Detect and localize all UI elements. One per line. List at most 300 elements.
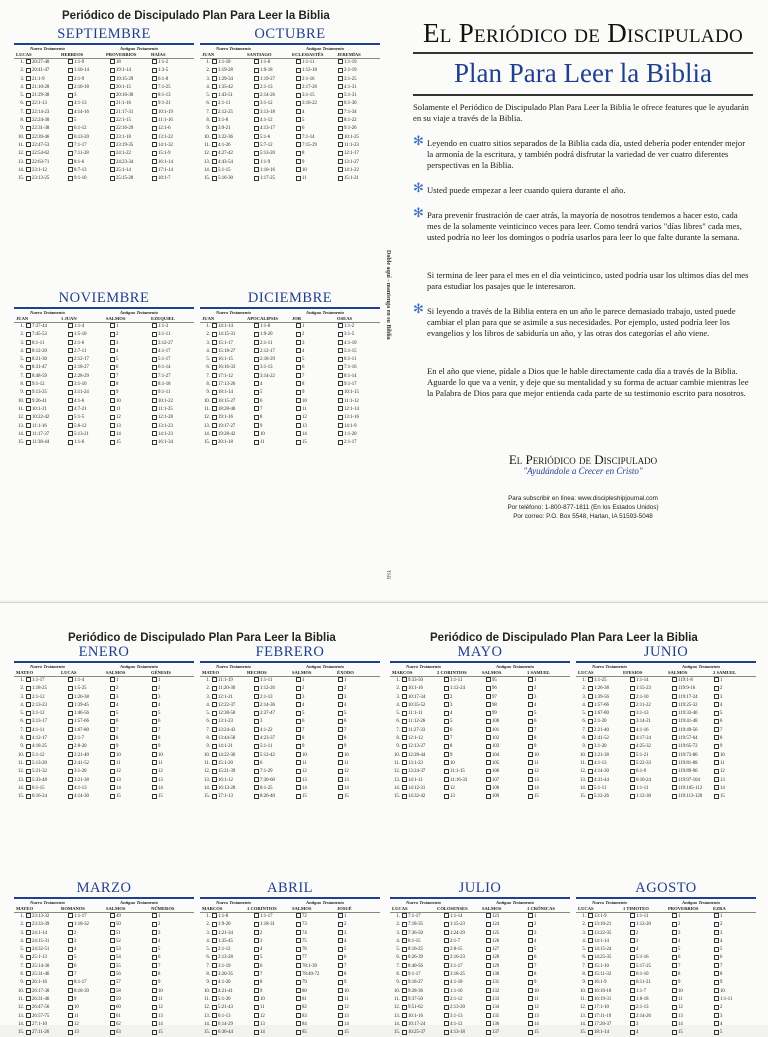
- reading-checkbox-cell[interactable]: 11: [254, 439, 296, 447]
- reading-checkbox-cell[interactable]: 1:1-17: [254, 913, 296, 921]
- reading-checkbox-cell[interactable]: 3:1-11: [152, 331, 194, 339]
- reading-checkbox-cell[interactable]: 7:11-28: [68, 150, 110, 158]
- reading-checkbox-cell[interactable]: 75: [296, 938, 338, 946]
- reading-checkbox-cell[interactable]: 9:1-26: [338, 125, 380, 133]
- reading-checkbox-cell[interactable]: 2:1-13: [254, 694, 296, 702]
- reading-checkbox-cell[interactable]: 10:25-37: [402, 1029, 444, 1037]
- reading-checkbox-cell[interactable]: 4:1-26: [212, 142, 254, 150]
- reading-checkbox-cell[interactable]: 6: [714, 954, 756, 962]
- reading-checkbox-cell[interactable]: 1:15-23: [630, 685, 672, 693]
- reading-checkbox-cell[interactable]: 1:17-25: [254, 175, 296, 183]
- reading-checkbox-cell[interactable]: 14:1-9: [338, 423, 380, 431]
- reading-checkbox-cell[interactable]: 3:14-21: [630, 718, 672, 726]
- reading-checkbox-cell[interactable]: 14:1-21: [212, 743, 254, 751]
- reading-checkbox-cell[interactable]: 72: [296, 913, 338, 921]
- reading-checkbox-cell[interactable]: 2:41-52: [68, 760, 110, 768]
- reading-checkbox-cell[interactable]: 10: [110, 752, 152, 760]
- reading-checkbox-cell[interactable]: 3: [528, 694, 570, 702]
- reading-checkbox-cell[interactable]: 11: [254, 1004, 296, 1012]
- reading-checkbox-cell[interactable]: 3:1-15: [296, 92, 338, 100]
- reading-checkbox-cell[interactable]: 1:18-31: [254, 921, 296, 929]
- reading-checkbox-cell[interactable]: 3: [714, 694, 756, 702]
- reading-checkbox-cell[interactable]: 134: [486, 1004, 528, 1012]
- reading-checkbox-cell[interactable]: 4: [338, 702, 380, 710]
- reading-checkbox-cell[interactable]: 83: [296, 1013, 338, 1021]
- reading-checkbox-cell[interactable]: 4: [296, 109, 338, 117]
- reading-checkbox-cell[interactable]: 108: [486, 785, 528, 793]
- reading-checkbox-cell[interactable]: 6:1-12: [68, 125, 110, 133]
- reading-checkbox-cell[interactable]: 23:19-35: [110, 142, 152, 150]
- reading-checkbox-cell[interactable]: 3: [296, 694, 338, 702]
- reading-checkbox-cell[interactable]: 14: [672, 1021, 714, 1029]
- reading-checkbox-cell[interactable]: 1:57-66: [588, 702, 630, 710]
- reading-checkbox-cell[interactable]: 10:1-16: [402, 685, 444, 693]
- reading-checkbox-cell[interactable]: 14: [152, 1021, 194, 1029]
- reading-checkbox-cell[interactable]: 3:1-20: [588, 743, 630, 751]
- reading-checkbox-cell[interactable]: 1:1-8: [254, 59, 296, 67]
- reading-checkbox-cell[interactable]: 1: [338, 677, 380, 685]
- reading-checkbox-cell[interactable]: 3:18-25: [444, 971, 486, 979]
- reading-checkbox-cell[interactable]: 4:1-18: [444, 979, 486, 987]
- reading-checkbox-cell[interactable]: 10: [254, 996, 296, 1004]
- reading-checkbox-cell[interactable]: 8: [714, 735, 756, 743]
- reading-checkbox-cell[interactable]: 15: [110, 439, 152, 447]
- reading-checkbox-cell[interactable]: 8: [296, 150, 338, 158]
- reading-checkbox-cell[interactable]: 3:11-24: [68, 389, 110, 397]
- reading-checkbox-cell[interactable]: 5:1-21: [630, 752, 672, 760]
- reading-checkbox-cell[interactable]: 9:33-50: [402, 677, 444, 685]
- reading-checkbox-cell[interactable]: 11: [68, 1013, 110, 1021]
- reading-checkbox-cell[interactable]: 8:40-56: [402, 963, 444, 971]
- reading-checkbox-cell[interactable]: 5:1-17: [152, 356, 194, 364]
- reading-checkbox-cell[interactable]: 10: [444, 760, 486, 768]
- reading-checkbox-cell[interactable]: 22:54-62: [26, 150, 68, 158]
- reading-checkbox-cell[interactable]: 59: [110, 996, 152, 1004]
- reading-checkbox-cell[interactable]: 1:1-9: [68, 59, 110, 67]
- reading-checkbox-cell[interactable]: 21:29-38: [26, 92, 68, 100]
- reading-checkbox-cell[interactable]: 14: [110, 785, 152, 793]
- reading-checkbox-cell[interactable]: 63: [110, 1029, 152, 1037]
- reading-checkbox-cell[interactable]: 5:1-20: [212, 996, 254, 1004]
- reading-checkbox-cell[interactable]: 12:1-12: [402, 735, 444, 743]
- reading-checkbox-cell[interactable]: 2:1-13: [254, 84, 296, 92]
- reading-checkbox-cell[interactable]: 7:1-29: [254, 768, 296, 776]
- reading-checkbox-cell[interactable]: 5: [296, 356, 338, 364]
- reading-checkbox-cell[interactable]: 4:27-42: [212, 150, 254, 158]
- reading-checkbox-cell[interactable]: 4: [296, 348, 338, 356]
- reading-checkbox-cell[interactable]: 3:1-13: [444, 1013, 486, 1021]
- reading-checkbox-cell[interactable]: 12: [110, 768, 152, 776]
- reading-checkbox-cell[interactable]: 3:22-36: [212, 134, 254, 142]
- reading-checkbox-cell[interactable]: 16:1-12: [212, 777, 254, 785]
- reading-checkbox-cell[interactable]: 14: [528, 785, 570, 793]
- reading-checkbox-cell[interactable]: 1:57-66: [68, 718, 110, 726]
- reading-checkbox-cell[interactable]: 10: [714, 752, 756, 760]
- reading-checkbox-cell[interactable]: 10:1-19: [152, 109, 194, 117]
- reading-checkbox-cell[interactable]: 13:44-58: [212, 735, 254, 743]
- reading-checkbox-cell[interactable]: 14: [714, 785, 756, 793]
- reading-checkbox-cell[interactable]: 1:10-16: [254, 167, 296, 175]
- reading-checkbox-cell[interactable]: 8: [110, 735, 152, 743]
- reading-checkbox-cell[interactable]: 4:1-17: [152, 348, 194, 356]
- reading-checkbox-cell[interactable]: 15: [338, 1029, 380, 1037]
- reading-checkbox-cell[interactable]: 1:1-8: [212, 913, 254, 921]
- reading-checkbox-cell[interactable]: 12: [528, 1004, 570, 1012]
- reading-checkbox-cell[interactable]: 23:13-32: [26, 913, 68, 921]
- reading-checkbox-cell[interactable]: 5:1-5: [68, 414, 110, 422]
- reading-checkbox-cell[interactable]: 8: [254, 979, 296, 987]
- reading-checkbox-cell[interactable]: 9:51-62: [402, 1004, 444, 1012]
- reading-checkbox-cell[interactable]: 125: [486, 930, 528, 938]
- reading-checkbox-cell[interactable]: 15:1-9: [152, 150, 194, 158]
- reading-checkbox-cell[interactable]: 9:26-41: [26, 398, 68, 406]
- reading-checkbox-cell[interactable]: 10:1-21: [26, 406, 68, 414]
- reading-checkbox-cell[interactable]: 3: [68, 938, 110, 946]
- reading-checkbox-cell[interactable]: 6: [528, 718, 570, 726]
- reading-checkbox-cell[interactable]: 128: [486, 954, 528, 962]
- reading-checkbox-cell[interactable]: 8: [444, 743, 486, 751]
- reading-checkbox-cell[interactable]: 13:1-9: [588, 913, 630, 921]
- reading-checkbox-cell[interactable]: 1:26-38: [588, 685, 630, 693]
- reading-checkbox-cell[interactable]: 14: [528, 1021, 570, 1029]
- reading-checkbox-cell[interactable]: 6: [338, 954, 380, 962]
- reading-checkbox-cell[interactable]: 22:16-29: [110, 125, 152, 133]
- reading-checkbox-cell[interactable]: 2:12-17: [68, 356, 110, 364]
- reading-checkbox-cell[interactable]: 10:22-42: [26, 414, 68, 422]
- reading-checkbox-cell[interactable]: 4: [110, 348, 152, 356]
- reading-checkbox-cell[interactable]: 7:1-25: [152, 84, 194, 92]
- reading-checkbox-cell[interactable]: 5: [338, 710, 380, 718]
- reading-checkbox-cell[interactable]: 3: [338, 930, 380, 938]
- reading-checkbox-cell[interactable]: 13: [110, 423, 152, 431]
- reading-checkbox-cell[interactable]: 3: [110, 340, 152, 348]
- reading-checkbox-cell[interactable]: 2:14-26: [630, 1013, 672, 1021]
- reading-checkbox-cell[interactable]: 55: [110, 963, 152, 971]
- reading-checkbox-cell[interactable]: 14:25-35: [588, 954, 630, 962]
- reading-checkbox-cell[interactable]: 13: [672, 1013, 714, 1021]
- reading-checkbox-cell[interactable]: 2: [68, 930, 110, 938]
- reading-checkbox-cell[interactable]: 16:19-31: [588, 996, 630, 1004]
- reading-checkbox-cell[interactable]: 3: [152, 694, 194, 702]
- reading-checkbox-cell[interactable]: 24:1-22: [110, 150, 152, 158]
- reading-checkbox-cell[interactable]: 10: [296, 398, 338, 406]
- reading-checkbox-cell[interactable]: 4:1-20: [212, 979, 254, 987]
- reading-checkbox-cell[interactable]: 1:12-26: [254, 685, 296, 693]
- reading-checkbox-cell[interactable]: 13: [528, 777, 570, 785]
- reading-checkbox-cell[interactable]: 3: [68, 92, 110, 100]
- reading-checkbox-cell[interactable]: 6: [254, 963, 296, 971]
- reading-checkbox-cell[interactable]: 15:18-27: [212, 348, 254, 356]
- reading-checkbox-cell[interactable]: 1: [528, 677, 570, 685]
- reading-checkbox-cell[interactable]: 3: [338, 694, 380, 702]
- reading-checkbox-cell[interactable]: 4:1-12: [254, 117, 296, 125]
- reading-checkbox-cell[interactable]: 3:12-27: [152, 340, 194, 348]
- reading-checkbox-cell[interactable]: 7: [296, 373, 338, 381]
- reading-checkbox-cell[interactable]: 4: [68, 946, 110, 954]
- reading-checkbox-cell[interactable]: 1:1-14: [630, 677, 672, 685]
- reading-checkbox-cell[interactable]: 14:22-36: [212, 752, 254, 760]
- reading-checkbox-cell[interactable]: 3: [630, 938, 672, 946]
- reading-checkbox-cell[interactable]: 2: [296, 685, 338, 693]
- reading-checkbox-cell[interactable]: 2:1-13: [630, 1004, 672, 1012]
- reading-checkbox-cell[interactable]: 13: [110, 777, 152, 785]
- reading-checkbox-cell[interactable]: 1: [672, 913, 714, 921]
- reading-checkbox-cell[interactable]: 8:1-18: [152, 381, 194, 389]
- reading-checkbox-cell[interactable]: 4:12-17: [26, 735, 68, 743]
- reading-checkbox-cell[interactable]: 7: [672, 963, 714, 971]
- reading-checkbox-cell[interactable]: 24:1-14: [26, 930, 68, 938]
- reading-checkbox-cell[interactable]: 8:31-47: [26, 364, 68, 372]
- reading-checkbox-cell[interactable]: 1:1-18: [212, 59, 254, 67]
- reading-checkbox-cell[interactable]: 7: [338, 727, 380, 735]
- reading-checkbox-cell[interactable]: 1:1-10: [444, 988, 486, 996]
- reading-checkbox-cell[interactable]: 7: [714, 963, 756, 971]
- reading-checkbox-cell[interactable]: 10: [152, 988, 194, 996]
- reading-checkbox-cell[interactable]: 7: [254, 971, 296, 979]
- reading-checkbox-cell[interactable]: 4:14-30: [588, 768, 630, 776]
- reading-checkbox-cell[interactable]: 13: [296, 777, 338, 785]
- reading-checkbox-cell[interactable]: 105: [486, 760, 528, 768]
- reading-checkbox-cell[interactable]: 3:21-38: [68, 777, 110, 785]
- reading-checkbox-cell[interactable]: 14:1-11: [402, 777, 444, 785]
- reading-checkbox-cell[interactable]: 27:11-26: [26, 1029, 68, 1037]
- reading-checkbox-cell[interactable]: 20:1-18: [212, 439, 254, 447]
- reading-checkbox-cell[interactable]: 8:1-25: [254, 785, 296, 793]
- reading-checkbox-cell[interactable]: 4: [528, 938, 570, 946]
- reading-checkbox-cell[interactable]: 3: [672, 930, 714, 938]
- reading-checkbox-cell[interactable]: 1:1-9: [254, 159, 296, 167]
- reading-checkbox-cell[interactable]: 2:1-11: [254, 340, 296, 348]
- reading-checkbox-cell[interactable]: 6:1-11: [338, 356, 380, 364]
- reading-checkbox-cell[interactable]: 1:19-28: [212, 67, 254, 75]
- reading-checkbox-cell[interactable]: 2:18-29: [254, 356, 296, 364]
- reading-checkbox-cell[interactable]: 12: [338, 1004, 380, 1012]
- reading-checkbox-cell[interactable]: 9: [110, 743, 152, 751]
- reading-checkbox-cell[interactable]: 1: [714, 677, 756, 685]
- reading-checkbox-cell[interactable]: 5:13-20: [26, 760, 68, 768]
- reading-checkbox-cell[interactable]: 5: [68, 954, 110, 962]
- reading-checkbox-cell[interactable]: 109: [486, 793, 528, 801]
- reading-checkbox-cell[interactable]: 21:17-31: [110, 109, 152, 117]
- reading-checkbox-cell[interactable]: 4:1-13: [68, 100, 110, 108]
- reading-checkbox-cell[interactable]: 9:18-27: [402, 979, 444, 987]
- reading-checkbox-cell[interactable]: 2:21-40: [68, 752, 110, 760]
- reading-checkbox-cell[interactable]: 6: [296, 364, 338, 372]
- reading-checkbox-cell[interactable]: 17:13-26: [212, 381, 254, 389]
- reading-checkbox-cell[interactable]: 9:28-36: [402, 988, 444, 996]
- reading-checkbox-cell[interactable]: 8:7-13: [68, 167, 110, 175]
- reading-checkbox-cell[interactable]: 76: [296, 946, 338, 954]
- reading-checkbox-cell[interactable]: 13: [296, 423, 338, 431]
- reading-checkbox-cell[interactable]: 13:1-23: [152, 423, 194, 431]
- reading-checkbox-cell[interactable]: 1: [296, 323, 338, 331]
- reading-checkbox-cell[interactable]: 15: [110, 793, 152, 801]
- reading-checkbox-cell[interactable]: 1:9-20: [254, 331, 296, 339]
- reading-checkbox-cell[interactable]: 17:1-10: [588, 1004, 630, 1012]
- reading-checkbox-cell[interactable]: 13: [254, 1021, 296, 1029]
- reading-checkbox-cell[interactable]: 15: [296, 793, 338, 801]
- reading-checkbox-cell[interactable]: 6:1-10: [630, 971, 672, 979]
- reading-checkbox-cell[interactable]: 14:1-22: [338, 167, 380, 175]
- reading-checkbox-cell[interactable]: 6: [152, 718, 194, 726]
- reading-checkbox-cell[interactable]: 3: [152, 930, 194, 938]
- reading-checkbox-cell[interactable]: 2:8-20: [68, 743, 110, 751]
- reading-checkbox-cell[interactable]: 6: [444, 727, 486, 735]
- reading-checkbox-cell[interactable]: 2: [338, 921, 380, 929]
- reading-checkbox-cell[interactable]: 16:1-34: [152, 439, 194, 447]
- reading-checkbox-cell[interactable]: 2:1-7: [444, 938, 486, 946]
- reading-checkbox-cell[interactable]: 12:28-44: [402, 752, 444, 760]
- reading-checkbox-cell[interactable]: 11: [296, 406, 338, 414]
- reading-checkbox-cell[interactable]: 9: [152, 743, 194, 751]
- reading-checkbox-cell[interactable]: 5: [338, 946, 380, 954]
- reading-checkbox-cell[interactable]: 10: [296, 167, 338, 175]
- reading-checkbox-cell[interactable]: 135: [486, 1013, 528, 1021]
- reading-checkbox-cell[interactable]: 11: [296, 175, 338, 183]
- reading-checkbox-cell[interactable]: 5:12-26: [588, 793, 630, 801]
- reading-checkbox-cell[interactable]: 8: [528, 971, 570, 979]
- reading-checkbox-cell[interactable]: 4:1-13: [588, 760, 630, 768]
- reading-checkbox-cell[interactable]: 5: [528, 710, 570, 718]
- reading-checkbox-cell[interactable]: 6:11-21: [630, 979, 672, 987]
- reading-checkbox-cell[interactable]: 4: [672, 938, 714, 946]
- reading-checkbox-cell[interactable]: 4: [714, 702, 756, 710]
- reading-checkbox-cell[interactable]: 102: [486, 735, 528, 743]
- reading-checkbox-cell[interactable]: 11:1-16: [26, 423, 68, 431]
- reading-checkbox-cell[interactable]: 11: [338, 760, 380, 768]
- reading-checkbox-cell[interactable]: 9: [338, 979, 380, 987]
- reading-checkbox-cell[interactable]: 2:1-17: [338, 439, 380, 447]
- reading-checkbox-cell[interactable]: 12: [110, 414, 152, 422]
- reading-checkbox-cell[interactable]: 12: [528, 768, 570, 776]
- reading-checkbox-cell[interactable]: 2: [444, 694, 486, 702]
- reading-checkbox-cell[interactable]: 7:1-17: [68, 142, 110, 150]
- reading-checkbox-cell[interactable]: 84: [296, 1021, 338, 1029]
- reading-checkbox-cell[interactable]: 23:1-12: [26, 167, 68, 175]
- reading-checkbox-cell[interactable]: 9: [672, 979, 714, 987]
- reading-checkbox-cell[interactable]: 5:12-42: [254, 752, 296, 760]
- reading-checkbox-cell[interactable]: 9:37-50: [402, 996, 444, 1004]
- reading-checkbox-cell[interactable]: 1:1-11: [254, 677, 296, 685]
- reading-checkbox-cell[interactable]: 98: [486, 702, 528, 710]
- reading-checkbox-cell[interactable]: 3: [714, 930, 756, 938]
- reading-checkbox-cell[interactable]: 3:1-25: [338, 76, 380, 84]
- reading-checkbox-cell[interactable]: 8: [528, 735, 570, 743]
- reading-checkbox-cell[interactable]: 1:1-11: [714, 996, 756, 1004]
- reading-checkbox-cell[interactable]: 27:1-10: [26, 1021, 68, 1029]
- reading-checkbox-cell[interactable]: 13: [68, 1029, 110, 1037]
- reading-checkbox-cell[interactable]: 2:1-12: [444, 996, 486, 1004]
- reading-checkbox-cell[interactable]: 8:21-30: [26, 356, 68, 364]
- reading-checkbox-cell[interactable]: 7: [110, 727, 152, 735]
- reading-checkbox-cell[interactable]: 5: [528, 946, 570, 954]
- reading-checkbox-cell[interactable]: 13:10-21: [588, 921, 630, 929]
- reading-checkbox-cell[interactable]: 21:10-28: [26, 84, 68, 92]
- reading-checkbox-cell[interactable]: 18:1-7: [152, 175, 194, 183]
- reading-checkbox-cell[interactable]: 19:28-42: [212, 431, 254, 439]
- reading-checkbox-cell[interactable]: 77: [296, 954, 338, 962]
- reading-checkbox-cell[interactable]: 2: [714, 685, 756, 693]
- reading-checkbox-cell[interactable]: 57: [110, 979, 152, 987]
- reading-checkbox-cell[interactable]: 12:1-14: [338, 406, 380, 414]
- reading-checkbox-cell[interactable]: 6:1-15: [26, 785, 68, 793]
- reading-checkbox-cell[interactable]: 7: [444, 735, 486, 743]
- reading-checkbox-cell[interactable]: 1:1-4: [68, 677, 110, 685]
- reading-checkbox-cell[interactable]: 17:11-19: [588, 1013, 630, 1021]
- reading-checkbox-cell[interactable]: 119:57-64: [672, 735, 714, 743]
- reading-checkbox-cell[interactable]: 3:1-12: [26, 710, 68, 718]
- reading-checkbox-cell[interactable]: 1: [110, 323, 152, 331]
- reading-checkbox-cell[interactable]: 1:3-5: [152, 67, 194, 75]
- reading-checkbox-cell[interactable]: 10: [714, 988, 756, 996]
- reading-checkbox-cell[interactable]: 5:7-12: [254, 142, 296, 150]
- reading-checkbox-cell[interactable]: 6:1-13: [212, 1013, 254, 1021]
- reading-checkbox-cell[interactable]: 4: [630, 946, 672, 954]
- reading-checkbox-cell[interactable]: 12: [254, 1013, 296, 1021]
- reading-checkbox-cell[interactable]: 6:1-9: [630, 768, 672, 776]
- reading-checkbox-cell[interactable]: 119:9-16: [672, 685, 714, 693]
- reading-checkbox-cell[interactable]: 9:1-10: [68, 175, 110, 183]
- reading-checkbox-cell[interactable]: 16:13-28: [212, 785, 254, 793]
- reading-checkbox-cell[interactable]: 8:12-20: [26, 348, 68, 356]
- reading-checkbox-cell[interactable]: 60: [110, 1004, 152, 1012]
- reading-checkbox-cell[interactable]: 9: [714, 743, 756, 751]
- reading-checkbox-cell[interactable]: 4:18-25: [26, 743, 68, 751]
- reading-checkbox-cell[interactable]: 12:1-28: [152, 414, 194, 422]
- reading-checkbox-cell[interactable]: 6: [110, 364, 152, 372]
- reading-checkbox-cell[interactable]: 8:1-11: [26, 340, 68, 348]
- reading-checkbox-cell[interactable]: 26:57-75: [26, 1013, 68, 1021]
- reading-checkbox-cell[interactable]: 5: [296, 710, 338, 718]
- reading-checkbox-cell[interactable]: 2: [254, 930, 296, 938]
- reading-checkbox-cell[interactable]: 4:1-19: [338, 340, 380, 348]
- reading-checkbox-cell[interactable]: 133: [486, 996, 528, 1004]
- reading-checkbox-cell[interactable]: 2: [672, 921, 714, 929]
- reading-checkbox-cell[interactable]: 22:1-15: [110, 117, 152, 125]
- reading-checkbox-cell[interactable]: 12: [714, 768, 756, 776]
- reading-checkbox-cell[interactable]: 103: [486, 743, 528, 751]
- reading-checkbox-cell[interactable]: 119:105-112: [672, 785, 714, 793]
- reading-checkbox-cell[interactable]: 8:1-13: [152, 92, 194, 100]
- reading-checkbox-cell[interactable]: 119:17-24: [672, 694, 714, 702]
- reading-checkbox-cell[interactable]: 2: [528, 685, 570, 693]
- reading-checkbox-cell[interactable]: 123: [486, 913, 528, 921]
- reading-checkbox-cell[interactable]: 2:11-22: [630, 702, 672, 710]
- reading-checkbox-cell[interactable]: 1: [152, 913, 194, 921]
- reading-checkbox-cell[interactable]: 10:1-22: [152, 398, 194, 406]
- reading-checkbox-cell[interactable]: 126: [486, 938, 528, 946]
- reading-checkbox-cell[interactable]: 119:73-80: [672, 752, 714, 760]
- reading-checkbox-cell[interactable]: 136: [486, 1021, 528, 1029]
- reading-checkbox-cell[interactable]: 4:14-30: [68, 793, 110, 801]
- reading-checkbox-cell[interactable]: 4: [296, 702, 338, 710]
- reading-checkbox-cell[interactable]: 11:27-33: [402, 727, 444, 735]
- reading-checkbox-cell[interactable]: 3:16-22: [296, 100, 338, 108]
- reading-checkbox-cell[interactable]: 1:8-18: [630, 996, 672, 1004]
- reading-checkbox-cell[interactable]: 1:67-80: [68, 727, 110, 735]
- reading-checkbox-cell[interactable]: 2:1-9: [68, 76, 110, 84]
- reading-checkbox-cell[interactable]: 15:21-39: [212, 768, 254, 776]
- reading-checkbox-cell[interactable]: 14:1-14: [212, 323, 254, 331]
- reading-checkbox-cell[interactable]: 51: [110, 930, 152, 938]
- reading-checkbox-cell[interactable]: 20:27-40: [26, 59, 68, 67]
- reading-checkbox-cell[interactable]: 5:6-12: [68, 423, 110, 431]
- reading-checkbox-cell[interactable]: 1:12-24: [444, 685, 486, 693]
- reading-checkbox-cell[interactable]: 6: [528, 954, 570, 962]
- reading-checkbox-cell[interactable]: 9: [444, 752, 486, 760]
- reading-checkbox-cell[interactable]: 1:10-14: [68, 67, 110, 75]
- reading-checkbox-cell[interactable]: 19:1-14: [110, 67, 152, 75]
